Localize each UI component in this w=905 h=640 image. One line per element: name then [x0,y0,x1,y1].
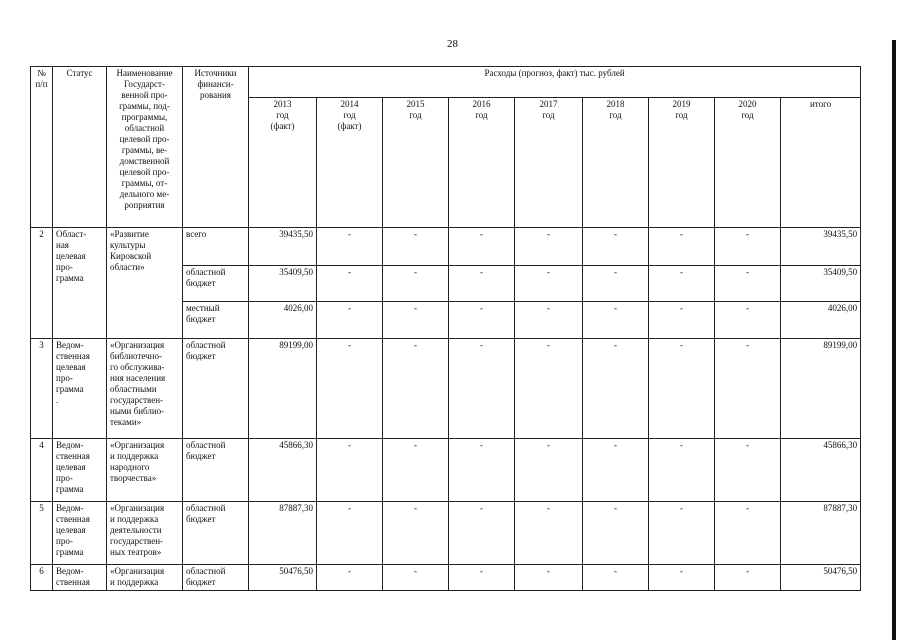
header-year-0: 2013 год (факт) [249,98,317,228]
row-number: 5 [31,502,53,565]
value-dash: - [383,302,449,339]
row-status: Ведом- ственная целевая про- грамма [53,439,107,502]
value-dash: - [583,565,649,591]
value-dash: - [515,339,583,439]
value-dash: - [715,502,781,565]
value-dash: - [715,302,781,339]
value-dash: - [649,565,715,591]
value-2013: 4026,00 [249,302,317,339]
value-dash: - [583,339,649,439]
header-status: Статус [53,67,107,228]
row-source: областной бюджет [183,439,249,502]
value-total: 35409,50 [781,266,861,302]
value-dash: - [515,228,583,266]
value-dash: - [383,502,449,565]
value-total: 50476,50 [781,565,861,591]
row-source: областной бюджет [183,565,249,591]
header-year-8: итого [781,98,861,228]
header-name: Наименование Государст- венной про- граммы, под- программы, областной целевой про- граммы, ве- домственной целевой про- граммы, от- дельного ме- роприятия [107,67,183,228]
row-number: 4 [31,439,53,502]
value-dash: - [649,439,715,502]
value-2013: 89199,00 [249,339,317,439]
header-year-3: 2016 год [449,98,515,228]
row-source: местный бюджет [183,302,249,339]
header-year-2: 2015 год [383,98,449,228]
header-source: Источники финанси- рования [183,67,249,228]
value-dash: - [383,228,449,266]
value-dash: - [715,228,781,266]
value-dash: - [583,502,649,565]
row-status: Ведом- ственная целевая про- грамма . [53,339,107,439]
value-dash: - [649,266,715,302]
value-dash: - [715,439,781,502]
row-name: «Организация и поддержка [107,565,183,591]
row-source: областной бюджет [183,339,249,439]
value-2013: 35409,50 [249,266,317,302]
value-dash: - [383,266,449,302]
row-name: «Организация и поддержка народного творчества» [107,439,183,502]
value-dash: - [317,565,383,591]
header-row [31,67,861,98]
value-total: 4026,00 [781,302,861,339]
value-dash: - [449,266,515,302]
value-2013: 87887,30 [249,502,317,565]
value-dash: - [317,228,383,266]
value-dash: - [449,502,515,565]
row-source: всего [183,228,249,266]
value-dash: - [515,302,583,339]
row-status: Ведом- ственная [53,565,107,591]
value-dash: - [515,565,583,591]
header-year-5: 2018 год [583,98,649,228]
value-dash: - [583,228,649,266]
value-dash: - [715,339,781,439]
value-2013: 39435,50 [249,228,317,266]
header-expenses: Расходы (прогноз, факт) тыс. рублей [249,67,861,98]
value-dash: - [583,266,649,302]
value-dash: - [449,302,515,339]
value-dash: - [383,339,449,439]
value-dash: - [649,339,715,439]
value-total: 89199,00 [781,339,861,439]
page-edge-bar [892,40,896,640]
row-status: Ведом- ственная целевая про- грамма [53,502,107,565]
table-row [31,439,861,502]
value-dash: - [583,439,649,502]
page-number: 28 [447,38,458,50]
row-number: 2 [31,228,53,339]
value-dash: - [715,266,781,302]
value-dash: - [449,228,515,266]
value-dash: - [317,266,383,302]
header-year-6: 2019 год [649,98,715,228]
value-dash: - [317,302,383,339]
row-source: областной бюджет [183,502,249,565]
row-status: Област- ная целевая про- грамма [53,228,107,339]
row-name: «Организация и поддержка деятельности государствен- ных театров» [107,502,183,565]
value-dash: - [449,565,515,591]
row-name: «Развитие культуры Кировской области» [107,228,183,339]
value-total: 45866,30 [781,439,861,502]
table-row [31,339,861,439]
expenses-table [30,66,861,591]
value-dash: - [449,339,515,439]
value-dash: - [649,502,715,565]
value-dash: - [317,339,383,439]
value-dash: - [515,439,583,502]
header-year-7: 2020 год [715,98,781,228]
value-dash: - [317,502,383,565]
row-source: областной бюджет [183,266,249,302]
value-2013: 50476,50 [249,565,317,591]
value-dash: - [649,302,715,339]
row-number: 3 [31,339,53,439]
value-2013: 45866,30 [249,439,317,502]
value-dash: - [317,439,383,502]
header-num: № п/п [31,67,53,228]
header-year-4: 2017 год [515,98,583,228]
table-row [31,502,861,565]
value-dash: - [715,565,781,591]
table-row [31,228,861,266]
value-dash: - [649,228,715,266]
table-row [31,565,861,591]
row-number: 6 [31,565,53,591]
value-dash: - [449,439,515,502]
header-year-1: 2014 год (факт) [317,98,383,228]
row-name: «Организация библиотечно- го обслужива- ния населения областными государствен- ными библио- теками» [107,339,183,439]
value-total: 87887,30 [781,502,861,565]
value-dash: - [383,439,449,502]
value-dash: - [515,502,583,565]
value-dash: - [383,565,449,591]
value-dash: - [583,302,649,339]
value-dash: - [515,266,583,302]
value-total: 39435,50 [781,228,861,266]
